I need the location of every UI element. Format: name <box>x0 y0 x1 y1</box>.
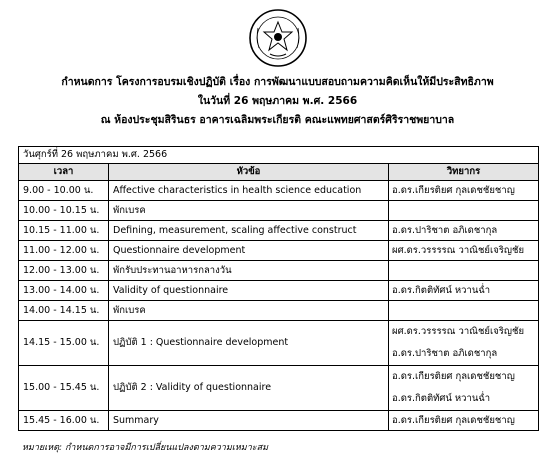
time-cell: 15.45 - 16.00 น. <box>19 411 109 431</box>
event-venue: ณ ห้องประชุมสิรินธร อาคารเฉลิมพระเกียรติ คณะแพทยศาสตร์ศิริราชพยาบาล <box>100 114 455 126</box>
speaker-cell <box>389 201 539 221</box>
table-row <box>19 281 539 301</box>
speaker-name: อ.ดร.กิตติทัศน์ หวานฉ่ำ <box>392 393 491 404</box>
university-seal-icon <box>248 8 308 68</box>
time-cell: 15.00 - 15.45 น. <box>19 366 109 411</box>
topic-cell: พักเบรค <box>109 301 389 321</box>
seal-wrap <box>0 8 555 70</box>
table-row <box>19 221 539 241</box>
topic-cell: ปฏิบัติ 1 : Questionnaire development <box>109 321 389 366</box>
topic-cell: Defining, measurement, scaling affective construct <box>109 221 389 241</box>
speaker-name: อ.ดร.เกียรติยศ กุลเดชชัยชาญ <box>392 371 515 382</box>
document-title: กำหนดการ โครงการอบรมเชิงปฏิบัติ เรื่อง การพัฒนาแบบสอบถามความคิดเห็นให้มีประสิทธิภาพ <box>61 76 494 88</box>
table-row <box>19 411 539 431</box>
day-row <box>19 147 539 164</box>
column-header-time: เวลา <box>19 164 109 181</box>
topic-cell: พักรับประทานอาหารกลางวัน <box>109 261 389 281</box>
topic-cell: Affective characteristics in health science education <box>109 181 389 201</box>
event-date: ในวันที่ 26 พฤษภาคม พ.ศ. 2566 <box>197 95 358 107</box>
time-cell: 9.00 - 10.00 น. <box>19 181 109 201</box>
time-cell: 14.15 - 15.00 น. <box>19 321 109 366</box>
speaker-cell <box>389 366 539 411</box>
table-row <box>19 261 539 281</box>
time-cell: 14.00 - 14.15 น. <box>19 301 109 321</box>
topic-cell: พักเบรค <box>109 201 389 221</box>
time-cell: 11.00 - 12.00 น. <box>19 241 109 261</box>
time-cell: 13.00 - 14.00 น. <box>19 281 109 301</box>
day-label: วันศุกร์ที่ 26 พฤษภาคม พ.ศ. 2566 <box>19 147 539 164</box>
speaker-name: ผศ.ดร.วรรรรณ วาณิชย์เจริญชัย <box>392 326 525 337</box>
header-row <box>19 164 539 181</box>
speaker-cell <box>389 321 539 366</box>
speaker-cell: อ.ดร.ปาริชาต อภิเดชากุล <box>389 221 539 241</box>
speaker-cell: ผศ.ดร.วรรรรณ วาณิชย์เจริญชัย <box>389 241 539 261</box>
topic-cell: Summary <box>109 411 389 431</box>
table-row <box>19 241 539 261</box>
topic-cell: Validity of questionnaire <box>109 281 389 301</box>
table-row <box>19 181 539 201</box>
table-row <box>19 321 539 366</box>
time-cell: 12.00 - 13.00 น. <box>19 261 109 281</box>
speaker-cell: อ.ดร.กิตติทัศน์ หวานฉ่ำ <box>389 281 539 301</box>
footnote: หมายเหตุ: กำหนดการอาจมีการเปลี่ยนแปลงตามความเหมาะสม <box>22 443 269 453</box>
time-cell: 10.15 - 11.00 น. <box>19 221 109 241</box>
speaker-cell <box>389 261 539 281</box>
speaker-cell: อ.ดร.เกียรติยศ กุลเดชชัยชาญ <box>389 411 539 431</box>
table-row <box>19 366 539 411</box>
speaker-cell: อ.ดร.เกียรติยศ กุลเดชชัยชาญ <box>389 181 539 201</box>
topic-cell: ปฏิบัติ 2 : Validity of questionnaire <box>109 366 389 411</box>
speaker-cell <box>389 301 539 321</box>
schedule-table <box>18 146 539 431</box>
time-cell: 10.00 - 10.15 น. <box>19 201 109 221</box>
topic-cell: Questionnaire development <box>109 241 389 261</box>
speaker-name: อ.ดร.ปาริชาต อภิเดชากุล <box>392 348 498 359</box>
table-row <box>19 201 539 221</box>
column-header-speaker: วิทยากร <box>389 164 539 181</box>
column-header-topic: หัวข้อ <box>109 164 389 181</box>
table-row <box>19 301 539 321</box>
